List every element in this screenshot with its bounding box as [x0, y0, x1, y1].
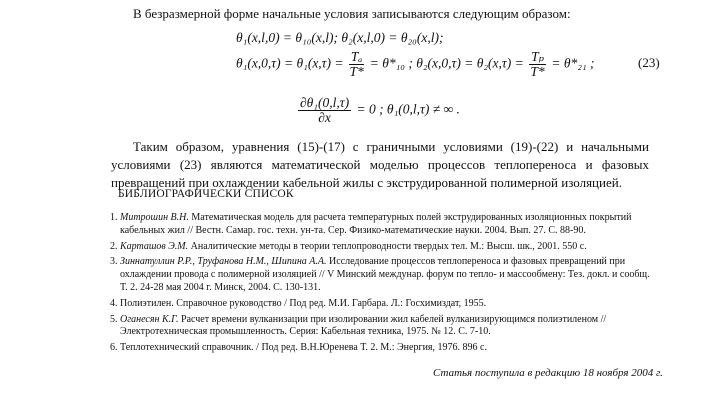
eq2-part3: = θ*₂₁ ;	[551, 55, 595, 71]
reference-list	[110, 212, 655, 358]
eq2-frac2-numerator: Tₚ	[531, 49, 545, 64]
reference-number: 1.	[110, 212, 118, 223]
reference-text: Полиэтилен. Справочное руководство / Под ред. М.И. Гарбара. Л.: Госхимиздат, 1955.	[120, 297, 487, 309]
bibliography-title: БИБЛИОГРАФИЧЕСКИ СПИСОК	[118, 188, 294, 200]
equation-line-2	[236, 50, 595, 79]
reference-item	[110, 314, 655, 340]
reference-author: Оганесян К.Г.	[120, 313, 179, 325]
received-date-note: Статья поступила в редакцию 18 ноября 2004 г.	[433, 367, 663, 379]
equation-line-1: θ₁(x,l,0) = θ₁₀(x,l); θ₂(x,l,0) = θ₂₀(x,l);	[236, 30, 444, 45]
intro-sentence: В безразмерной форме начальные условия записываются следующим образом:	[133, 6, 571, 21]
reference-item	[110, 212, 655, 238]
eq3-numerator: ∂θ₁(0,l,τ)	[300, 95, 350, 110]
reference-item	[110, 241, 655, 254]
reference-text: Математическая модель для расчета температурных полей экструдированных изоляционных покрытий кабельных жил // Вестн. Самар. гос. техн. ун-та. Сер. Физико-математические науки. 2004. Вып. 27. С. 88-90.	[120, 212, 632, 236]
eq2-frac1-numerator: Tₐ	[350, 49, 363, 64]
reference-item	[110, 256, 655, 294]
eq3-fraction	[298, 96, 351, 125]
eq2-fraction-1	[349, 50, 364, 79]
reference-author: Митрошин В.Н.	[120, 212, 189, 223]
reference-author: Зиннатуллин Р.Р., Труфанова Н.М., Шипина А.А.	[120, 256, 327, 268]
eq2-fraction-2	[529, 50, 546, 79]
eq2-frac1-denominator: T*	[349, 64, 364, 79]
eq2-part1: θ₁(x,0,τ) = θ₁(x,τ) =	[236, 55, 344, 71]
eq3-denominator: ∂x	[318, 110, 331, 125]
eq3-part: = 0 ; θ₁(0,l,τ) ≠ ∞ .	[356, 101, 460, 117]
reference-text: Расчет времени вулканизации при изолировании жил кабелей вулканизирующимся полиэтиленом // Электротехническая промышленность. Серия: Кабельная техника, 1975. № 12. С. 7-10.	[120, 313, 607, 338]
equation-number: (23)	[638, 55, 660, 70]
reference-number: 2.	[110, 240, 118, 252]
reference-number: 6.	[110, 342, 118, 354]
reference-number: 4.	[110, 297, 118, 309]
reference-text: Исследование процессов теплопереноса и фазовых превращений при охлаждении провода с полимерной изоляцией // V Минский междунар. форум по тепло- и массообмену: Тез. докл. и сообщ. Т. 2. 24-28 мая 2004 г. Минск, 2004. С. 130-131.	[120, 256, 650, 293]
eq2-part2: = θ*₁₀ ; θ₂(x,0,τ) = θ₂(x,τ) =	[369, 55, 524, 71]
conclusion-paragraph	[111, 138, 649, 192]
equation-line-3	[296, 96, 460, 125]
conclusion-text: Таким образом, уравнения (15)-(17) с граничными условиями (19)-(22) и начальными условиями (23) являются математической моделью процессов теплопереноса и фазовых превращений при охлаждении кабельной жилы с экструдированной полимерной изоляцией.	[111, 139, 649, 190]
reference-number: 5.	[110, 313, 118, 325]
reference-item	[110, 298, 655, 311]
eq2-frac2-denominator: T*	[530, 64, 545, 79]
reference-text: Теплотехнический справочник. / Под ред. В.Н.Юренева Т. 2. М.: Энергия, 1976. 896 с.	[120, 342, 487, 354]
reference-author: Карташов Э.М.	[120, 240, 189, 252]
reference-item	[110, 342, 655, 355]
reference-text: Аналитические методы в теории теплопроводности твердых тел. М.: Высш. шк., 2001. 550 с.	[190, 240, 587, 252]
reference-number: 3.	[110, 256, 118, 268]
